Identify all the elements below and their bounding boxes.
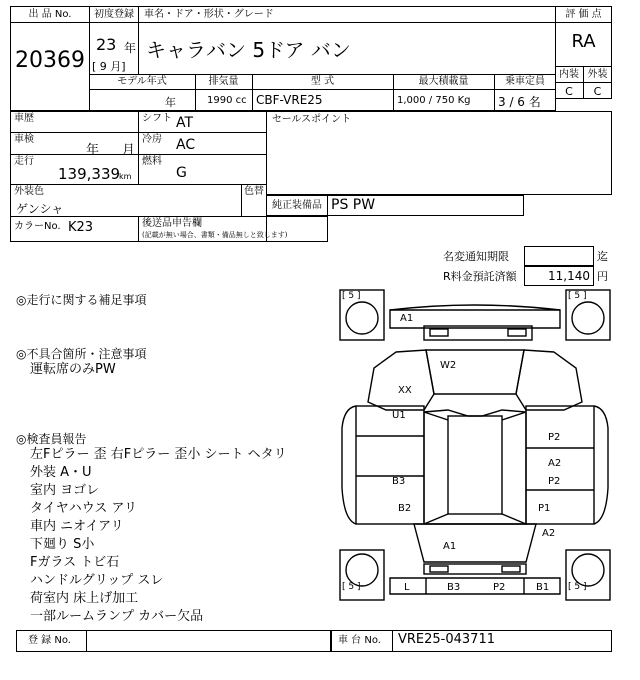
mark-rear-b1: B1 — [536, 582, 550, 593]
mark-hood: W2 — [440, 360, 457, 371]
mark-right-front-door: P2 — [548, 432, 561, 443]
lot-no: 20369 — [15, 48, 85, 73]
mileage-label: 走行 — [14, 156, 34, 167]
mark-front-bumper: A1 — [400, 313, 414, 324]
mark-left-rear-door: B3 — [392, 476, 406, 487]
docs-label: 後送品申告欄 — [142, 218, 202, 229]
first-reg-label: 初度登録 — [94, 9, 134, 20]
inspector-line: ハンドルグリップ スレ — [30, 573, 164, 588]
inspector-line: 下廻り S小 — [30, 537, 95, 552]
mileage-unit: km — [119, 172, 132, 181]
max-load-label: 最大積載量 — [418, 76, 469, 87]
shift-label: シフト — [142, 113, 172, 124]
inspection-year-unit: 年 — [86, 143, 100, 158]
mark-right-rear-p1: P1 — [538, 503, 551, 514]
car-damage-diagram — [338, 288, 612, 602]
rear-bumper-shape — [390, 578, 560, 594]
genuine-equipment-label: 純正装備品 — [272, 200, 322, 211]
tire-label-front-right: [ 5 ] — [568, 291, 587, 301]
exterior-color-label: 外装色 — [14, 186, 44, 197]
inspector-line: 左Fピラー 歪 右Fピラー 歪小 シート ヘタリ — [30, 447, 287, 462]
mark-rear-p2: P2 — [493, 582, 506, 593]
repaint-label: 色替 — [244, 186, 264, 197]
supplement-heading: ◎走行に関する補足事項 — [16, 293, 147, 307]
name-change-field — [524, 246, 594, 266]
docs-note: (記載が無い場合、書類・備品無しと致します) — [142, 231, 288, 239]
tire-label-rear-right: [ 5 ] — [568, 582, 587, 592]
model-type: CBF-VRE25 — [256, 93, 323, 107]
first-reg-month: [ 9 月] — [92, 60, 126, 73]
registration-label: 登 録 No. — [28, 635, 71, 646]
history-label: 車歴 — [14, 113, 34, 124]
fuel-label: 燃料 — [142, 156, 162, 167]
sales-points-label: セールスポイント — [272, 114, 352, 125]
mark-rear-b3: B3 — [447, 582, 461, 593]
color-no-label: カラーNo. — [14, 221, 61, 232]
defect-line: 運転席のみPW — [30, 362, 116, 377]
lot-no-label: 出 品 No. — [28, 9, 72, 20]
defects-heading: ◎不具合箇所・注意事項 — [16, 347, 147, 361]
mark-left-rear-panel: B2 — [398, 503, 412, 514]
fuel: G — [176, 165, 187, 181]
car-name: キャラバン 5ドア バン — [146, 38, 351, 62]
displacement: 1990 cc — [207, 95, 247, 106]
capacity-label: 乗車定員 — [505, 76, 545, 87]
inspector-line: 室内 ヨゴレ — [30, 483, 100, 498]
chassis-no: VRE25-043711 — [398, 632, 495, 647]
inspector-line: Fガラス トビ石 — [30, 555, 120, 570]
inspection-label: 車検 — [14, 134, 34, 145]
first-reg-year: 23 — [96, 35, 117, 54]
model-year-unit: 年 — [165, 96, 176, 109]
mark-right-mid-a2: A2 — [548, 458, 562, 469]
recycle-label: R料金預託済額 — [443, 270, 517, 283]
inspector-line: 一部ルームランプ カバー欠品 — [30, 609, 204, 624]
name-change-label: 名変通知期限 — [443, 250, 509, 263]
inspector-heading: ◎検査員報告 — [16, 432, 87, 446]
front-bumper-shape — [390, 310, 560, 328]
capacity: 3 / 6 名 — [498, 95, 541, 109]
tire-label-front-left: [ 5 ] — [342, 291, 361, 301]
mark-roof-rear: A1 — [443, 541, 457, 552]
mark-right-rear-a2: A2 — [542, 528, 556, 539]
exterior-label: 外装 — [587, 69, 608, 80]
ac-label: 冷房 — [142, 134, 162, 145]
mark-right-mid-p2: P2 — [548, 476, 561, 487]
inspector-line: タイヤハウス アリ — [30, 501, 137, 516]
rating: RA — [571, 31, 596, 52]
interior-label: 内装 — [559, 69, 579, 80]
displacement-label: 排気量 — [208, 76, 239, 87]
recycle-value: 11,140 — [548, 269, 590, 283]
shift: AT — [176, 115, 194, 131]
exterior-grade: C — [593, 85, 602, 98]
mileage: 139,339 — [58, 165, 121, 183]
model-year-label: モデル年式 — [117, 76, 167, 87]
inspector-line: 荷室内 床上げ加工 — [30, 591, 139, 606]
first-reg-year-unit: 年 — [124, 41, 137, 55]
ac: AC — [176, 137, 196, 153]
exterior-color: ゲンシャ — [16, 202, 64, 216]
recycle-unit: 円 — [597, 270, 608, 283]
max-load: 1,000 / 750 Kg — [397, 95, 471, 106]
car-name-label: 車名・ドア・形状・グレード — [144, 9, 274, 20]
rating-label: 評 価 点 — [565, 9, 602, 20]
inspection-month-unit: 月 — [122, 143, 136, 158]
interior-grade: C — [565, 85, 573, 98]
inspector-line: 外装 A・U — [30, 465, 92, 480]
model-type-label: 型 式 — [310, 76, 335, 87]
genuine-equipment: PS PW — [331, 197, 376, 213]
inspector-line: 車内 ニオイアリ — [30, 519, 124, 534]
chassis-label: 車 台 No. — [338, 635, 381, 646]
name-change-unit: 迄 — [597, 250, 608, 263]
tire-label-rear-left: [ 5 ] — [342, 582, 361, 592]
mark-left-front-fender: XX — [398, 385, 412, 396]
mark-left-front-door: U1 — [392, 410, 406, 421]
mark-rear-l: L — [404, 582, 410, 593]
body-outline — [368, 350, 434, 410]
hood-shape — [426, 350, 524, 394]
color-no: K23 — [68, 220, 94, 235]
